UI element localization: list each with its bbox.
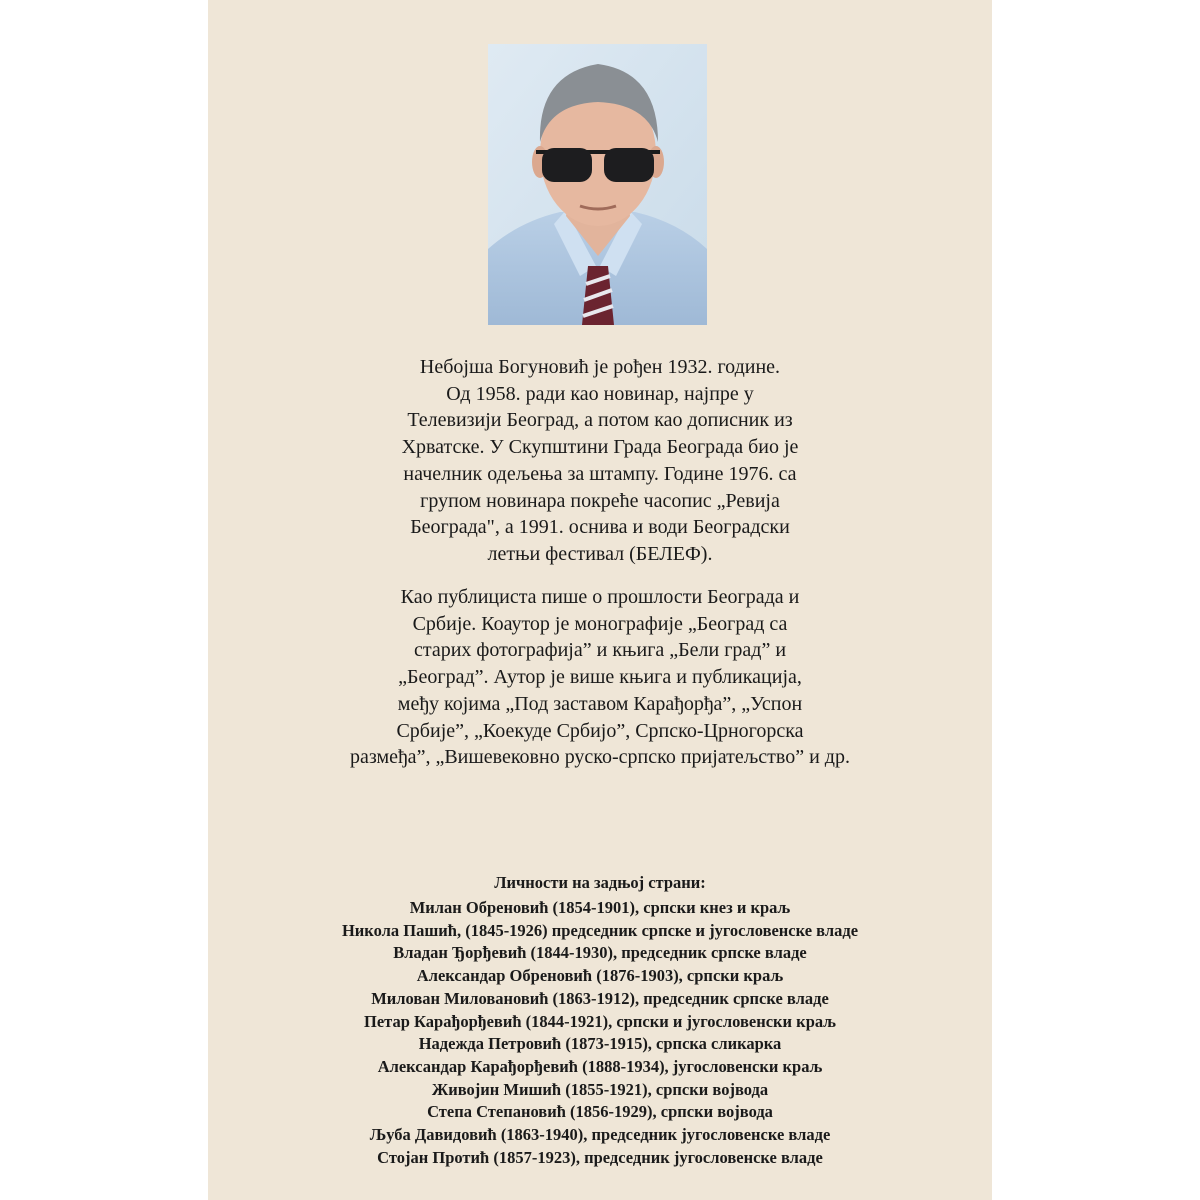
list-item: Владан Ђорђевић (1844-1930), председник српске владе xyxy=(393,943,807,963)
author-bio-paragraph-1 xyxy=(268,354,932,568)
bio-line: начелник одељења за штампу. Године 1976. са xyxy=(403,462,797,485)
bio-line: размеђа”, „Вишевековно руско-српско пријатељство” и др. xyxy=(350,746,850,769)
portrait-image xyxy=(488,44,707,325)
author-portrait-photo xyxy=(488,44,707,325)
back-cover-people-title: Личности на задњој страни: xyxy=(494,873,706,892)
list-item: Никола Пашић, (1845-1926) председник српске и југословенске владе xyxy=(341,920,859,940)
book-back-cover xyxy=(208,0,992,1200)
list-item: Александар Обреновић (1876-1903), српски краљ xyxy=(416,966,784,986)
list-item: Петар Карађорђевић (1844-1921), српски и југословенски краљ xyxy=(364,1011,836,1031)
list-item: Надежда Петровић (1873-1915), српска сликарка xyxy=(418,1034,782,1054)
author-bio-paragraph-2 xyxy=(268,584,932,771)
bio-line: летњи фестивал (БЕЛЕФ). xyxy=(487,542,713,565)
bio-line: Од 1958. ради као новинар, најпре у xyxy=(446,382,754,405)
bio-line: Србије. Коаутор је монографије „Београд са xyxy=(412,612,788,635)
bio-line: старих фотографија” и књига „Бели град” и xyxy=(413,639,787,662)
list-item: Степа Степановић (1856-1929), српски војвода xyxy=(427,1102,773,1122)
bio-line: Небојша Богуновић је рођен 1932. године. xyxy=(419,356,781,378)
bio-line: Хрватске. У Скупштини Града Београда био је xyxy=(401,436,799,459)
bio-line: Као публициста пише о прошлости Београда и xyxy=(400,586,800,608)
list-item: Живојин Мишић (1855-1921), српски војвода xyxy=(431,1079,769,1099)
bio-line: групом новинара покреће часопис „Ревија xyxy=(420,489,780,512)
bio-line: Србије”, „Коекуде Србијо”, Српско-Црногорска xyxy=(396,719,804,742)
list-item: Милован Миловановић (1863-1912), председник српске владе xyxy=(371,988,829,1008)
list-item: Љуба Давидовић (1863-1940), председник југословенске владе xyxy=(369,1125,831,1145)
list-item: Александар Карађорђевић (1888-1934), југословенски краљ xyxy=(377,1056,823,1076)
bio-line: Телевизији Београд, а потом као дописник из xyxy=(407,409,793,432)
bio-line: „Београд”. Аутор је више књига и публикација, xyxy=(398,666,802,689)
list-item: Стојан Протић (1857-1923), председник југословенске владе xyxy=(377,1147,823,1167)
back-cover-people-list xyxy=(208,897,992,1169)
list-item: Милан Обреновић (1854-1901), српски кнез и краљ xyxy=(409,898,791,917)
bio-line: међу којима „Под заставом Карађорђа”, „Успон xyxy=(397,692,803,715)
bio-line: Београда", а 1991. оснива и води Београдски xyxy=(410,516,790,539)
